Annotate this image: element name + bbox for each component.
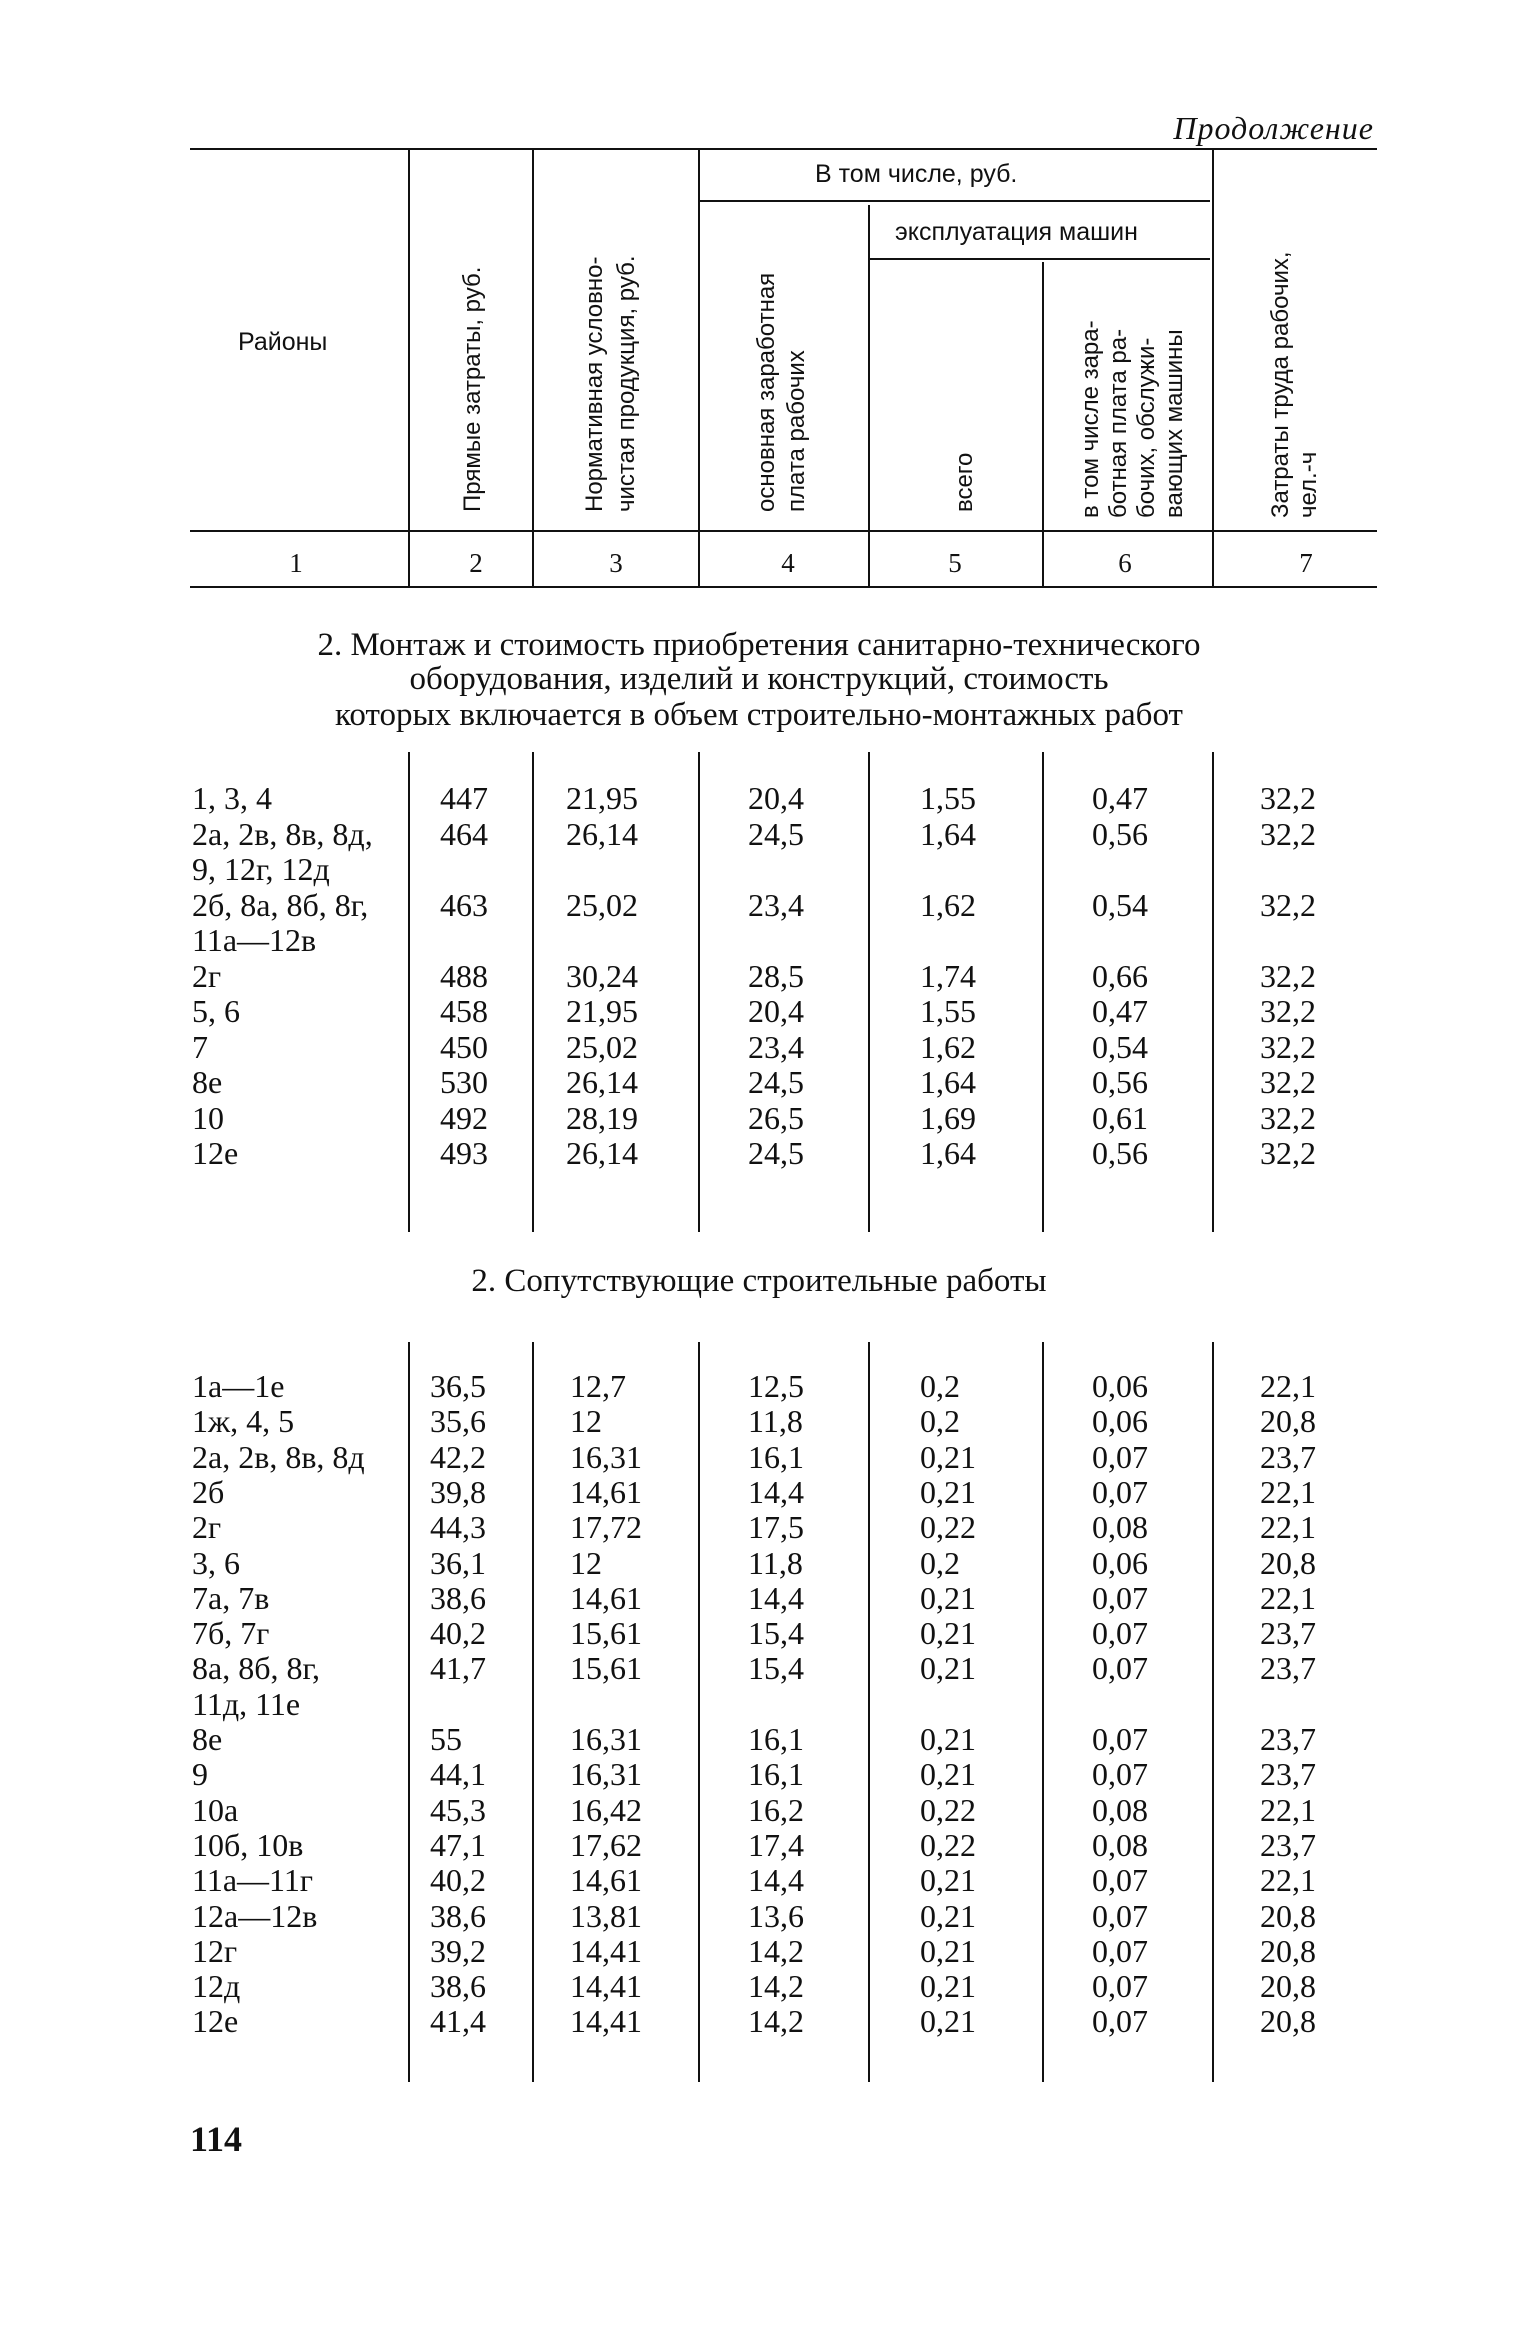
row-region: 7 [192,1028,208,1065]
cell-col4: 20,4 [748,780,804,816]
cell-col7: 22,1 [1260,1509,1316,1546]
cell-col6: 0,56 [1092,815,1148,852]
cell-col3: 25,02 [566,1028,638,1065]
cell-col2: 36,5 [430,1368,486,1404]
cell-col5: 0,21 [920,1615,976,1652]
col-incl-wage-header-2: ботная плата ра- [1105,328,1132,518]
cell-col7: 22,1 [1260,1579,1316,1616]
cell-col3: 12 [570,1544,602,1581]
s2-vline-1 [408,1342,410,2082]
cell-col7: 22,1 [1260,1791,1316,1828]
cell-col2: 55 [430,1721,462,1757]
cell-col2: 458 [440,993,488,1029]
row-region: 2а, 2в, 8в, 8д [192,1438,365,1475]
cell-col3: 14,41 [570,1968,642,2005]
cell-col3: 21,95 [566,993,638,1029]
cell-col7: 32,2 [1260,1135,1316,1171]
row-region: 11а—11г [192,1862,313,1899]
col-number-3: 3 [609,548,623,578]
cell-col4: 28,5 [748,957,804,994]
cell-col5: 0,21 [920,2003,976,2040]
col-regions-header: Районы [238,328,328,356]
cell-col7: 20,8 [1260,1403,1316,1440]
cell-col3: 16,42 [570,1791,642,1828]
cell-col6: 0,08 [1092,1826,1148,1863]
cell-col6: 0,07 [1092,1650,1148,1687]
cell-col5: 0,21 [920,1968,976,2005]
cell-col5: 1,62 [920,1028,976,1065]
cell-col2: 492 [440,1099,488,1136]
s1-vline-1 [408,752,410,1232]
cell-col3: 26,14 [566,815,638,852]
cell-col7: 20,8 [1260,2003,1316,2040]
cell-col5: 1,64 [920,815,976,852]
cell-col4: 23,4 [748,886,804,923]
cell-col5: 0,22 [920,1826,976,1863]
cell-col6: 0,08 [1092,1791,1148,1828]
row-region: 2б [192,1473,225,1510]
cell-col4: 24,5 [748,1135,804,1171]
cell-col2: 41,4 [430,2003,486,2040]
cell-col7: 32,2 [1260,1028,1316,1065]
row-region: 1ж, 4, 5 [192,1403,295,1440]
row-region: 12а—12в [192,1897,318,1934]
cell-col5: 0,22 [920,1791,976,1828]
s1-vline-4 [868,752,870,1232]
header-vline-3 [698,150,700,586]
cell-col5: 1,69 [920,1099,976,1136]
cell-col4: 14,4 [748,1862,804,1899]
col-base-wage-header-1: основная заработная [753,272,780,512]
row-region: 10 [192,1099,224,1136]
cell-col5: 0,2 [920,1368,960,1404]
cell-col6: 0,07 [1092,1897,1148,1934]
header-top-rule [190,148,1377,150]
cell-col3: 30,24 [566,957,638,994]
including-header: В том числе, руб. [815,160,1018,188]
header-bottom-rule [190,530,1377,532]
col-number-6: 6 [1118,548,1132,578]
s2-vline-2 [532,1342,534,2082]
cell-col6: 0,07 [1092,2003,1148,2040]
cell-col5: 0,21 [920,1473,976,1510]
row-region: 2б, 8а, 8б, 8г, [192,886,369,923]
s1-vline-5 [1042,752,1044,1232]
cell-col2: 41,7 [430,1650,486,1687]
cell-col7: 23,7 [1260,1756,1316,1793]
section1-title-line1: 2. Монтаж и стоимость приобретения санитарно-технического [317,627,1201,663]
cell-col6: 0,07 [1092,1721,1148,1757]
col-number-1: 1 [289,548,303,578]
row-region: 7б, 7г [192,1615,270,1652]
cell-col6: 0,07 [1092,1862,1148,1899]
cell-col6: 0,07 [1092,1968,1148,2005]
row-region: 8е [192,1721,223,1757]
header-vline-5 [1042,262,1044,586]
row-region: 8е [192,1064,223,1100]
cell-col3: 14,61 [570,1862,642,1899]
cell-col7: 23,7 [1260,1721,1316,1757]
cell-col7: 32,2 [1260,780,1316,816]
cell-col2: 47,1 [430,1826,486,1863]
cell-col3: 25,02 [566,886,638,923]
cell-col5: 1,62 [920,886,976,923]
cell-col6: 0,56 [1092,1064,1148,1100]
cell-col7: 20,8 [1260,1544,1316,1581]
cell-col5: 0,21 [920,1756,976,1793]
cell-col5: 0,2 [920,1544,960,1581]
s2-vline-3 [698,1342,700,2082]
cell-col5: 0,21 [920,1897,976,1934]
s1-vline-2 [532,752,534,1232]
cell-col6: 0,07 [1092,1932,1148,1969]
row-region: 12е [192,1135,239,1171]
cell-col7: 22,1 [1260,1862,1316,1899]
cell-col3: 17,72 [570,1509,642,1546]
cell-col2: 35,6 [430,1403,486,1440]
cell-col6: 0,06 [1092,1544,1148,1581]
cell-col7: 20,8 [1260,1932,1316,1969]
cell-col2: 38,6 [430,1579,486,1616]
cell-col2: 45,3 [430,1791,486,1828]
cell-col6: 0,07 [1092,1438,1148,1475]
row-region: 12д [192,1968,241,2005]
col-number-2: 2 [469,548,483,578]
cell-col7: 20,8 [1260,1968,1316,2005]
cell-col7: 32,2 [1260,1099,1316,1136]
row-region: 10а [192,1791,239,1828]
row-region: 10б, 10в [192,1826,304,1863]
row-region: 5, 6 [192,993,240,1029]
cell-col4: 24,5 [748,815,804,852]
section1-title-line2: оборудования, изделий и конструкций, стоимость [409,661,1109,697]
cell-col3: 28,19 [566,1099,638,1136]
col-labor-header-1: Затраты труда рабочих, [1267,251,1294,518]
cell-col6: 0,07 [1092,1473,1148,1510]
row-region: 11д, 11е [192,1685,301,1722]
cell-col2: 493 [440,1135,488,1171]
row-region: 7а, 7в [192,1579,270,1616]
cell-col4: 15,4 [748,1615,804,1652]
cell-col2: 38,6 [430,1968,486,2005]
cell-col4: 20,4 [748,993,804,1029]
header-vline-6 [1212,150,1214,586]
cell-col2: 36,1 [430,1544,486,1581]
cell-col5: 0,21 [920,1650,976,1687]
cell-col4: 16,1 [748,1721,804,1757]
header-vline-2 [532,150,534,586]
section2-title: 2. Сопутствующие строительные работы [471,1263,1047,1299]
cell-col6: 0,47 [1092,780,1148,816]
cell-col7: 23,7 [1260,1615,1316,1652]
cell-col3: 26,14 [566,1064,638,1100]
s2-vline-4 [868,1342,870,2082]
cell-col2: 464 [440,815,488,852]
cell-col4: 14,4 [748,1473,804,1510]
cell-col4: 23,4 [748,1028,804,1065]
cell-col5: 0,21 [920,1438,976,1475]
cell-col6: 0,06 [1092,1368,1148,1404]
cell-col7: 32,2 [1260,957,1316,994]
cell-col4: 16,1 [748,1756,804,1793]
cell-col2: 39,8 [430,1473,486,1510]
cell-col6: 0,61 [1092,1099,1148,1136]
cell-col2: 488 [440,957,488,994]
cell-col7: 22,1 [1260,1368,1316,1404]
cell-col2: 447 [440,780,488,816]
cell-col4: 17,4 [748,1826,804,1863]
cell-col3: 14,41 [570,2003,642,2040]
cell-col2: 44,1 [430,1756,486,1793]
col-incl-wage-header-3: бочих, обслужи- [1133,337,1160,518]
cell-col6: 0,66 [1092,957,1148,994]
cell-col7: 32,2 [1260,815,1316,852]
s1-vline-3 [698,752,700,1232]
cell-col6: 0,07 [1092,1615,1148,1652]
row-region: 2г [192,1509,222,1546]
cell-col7: 23,7 [1260,1438,1316,1475]
cell-col6: 0,47 [1092,993,1148,1029]
cell-col4: 11,8 [748,1544,803,1581]
s1-vline-6 [1212,752,1214,1232]
including-rule [700,200,1210,202]
cell-col6: 0,56 [1092,1135,1148,1171]
cell-col3: 12,7 [570,1368,626,1404]
cell-col5: 0,21 [920,1721,976,1757]
cell-col6: 0,54 [1092,886,1148,923]
cell-col2: 38,6 [430,1897,486,1934]
cell-col2: 530 [440,1064,488,1100]
cell-col4: 17,5 [748,1509,804,1546]
cell-col4: 26,5 [748,1099,804,1136]
header-vline-1 [408,150,410,586]
cell-col5: 0,21 [920,1862,976,1899]
cell-col5: 1,55 [920,780,976,816]
cell-col4: 14,2 [748,1932,804,1969]
cell-col4: 13,6 [748,1897,804,1934]
col-direct-costs-header: Прямые затраты, руб. [459,266,486,512]
cell-col2: 450 [440,1028,488,1065]
cell-col4: 14,2 [748,1968,804,2005]
row-region: 1, 3, 4 [192,780,272,816]
cell-col7: 23,7 [1260,1826,1316,1863]
section1-title-line3: которых включается в объем строительно-монтажных работ [335,697,1183,733]
cell-col5: 1,55 [920,993,976,1029]
machines-header: эксплуатация машин [895,218,1138,246]
cell-col7: 32,2 [1260,993,1316,1029]
cell-col3: 14,61 [570,1579,642,1616]
cell-col2: 39,2 [430,1932,486,1969]
s2-vline-5 [1042,1342,1044,2082]
cell-col6: 0,07 [1092,1756,1148,1793]
cell-col5: 0,21 [920,1579,976,1616]
row-region: 3, 6 [192,1544,240,1581]
col-labor-header-2: чел.-ч [1295,451,1322,518]
cell-col4: 12,5 [748,1368,804,1404]
cell-col7: 32,2 [1260,1064,1316,1100]
cell-col2: 463 [440,886,488,923]
cell-col7: 22,1 [1260,1473,1316,1510]
row-region: 12г [192,1932,238,1969]
cell-col6: 0,08 [1092,1509,1148,1546]
row-region: 2а, 2в, 8в, 8д, [192,815,373,852]
col-number-5: 5 [948,548,962,578]
cell-col3: 16,31 [570,1756,642,1793]
cell-col3: 16,31 [570,1438,642,1475]
col-incl-wage-header-4: вающих машины [1161,329,1188,518]
cell-col4: 16,1 [748,1438,804,1475]
cell-col3: 14,41 [570,1932,642,1969]
cell-col4: 11,8 [748,1403,803,1440]
cell-col3: 13,81 [570,1897,642,1934]
col-total-header: всего [951,452,978,512]
row-region: 8а, 8б, 8г, [192,1650,320,1687]
cell-col3: 17,62 [570,1826,642,1863]
cell-col5: 1,64 [920,1064,976,1100]
colnum-bottom-rule [190,586,1377,588]
header-vline-4 [868,205,870,586]
s2-vline-6 [1212,1342,1214,2082]
cell-col3: 15,61 [570,1650,642,1687]
cell-col5: 0,22 [920,1509,976,1546]
cell-col3: 15,61 [570,1615,642,1652]
row-region: 9, 12г, 12д [192,851,330,887]
cell-col5: 1,64 [920,1135,976,1171]
col-number-7: 7 [1299,548,1313,578]
cell-col2: 44,3 [430,1509,486,1546]
cell-col4: 15,4 [748,1650,804,1687]
cell-col2: 40,2 [430,1615,486,1652]
cell-col4: 24,5 [748,1064,804,1100]
cell-col4: 14,2 [748,2003,804,2040]
cell-col3: 12 [570,1403,602,1440]
cell-col3: 26,14 [566,1135,638,1171]
cell-col6: 0,54 [1092,1028,1148,1065]
row-region: 12е [192,2003,239,2040]
cell-col7: 23,7 [1260,1650,1316,1687]
col-base-wage-header-2: плата рабочих [783,350,810,512]
col-number-4: 4 [781,548,795,578]
cell-col5: 1,74 [920,957,976,994]
row-region: 11а—12в [192,922,317,958]
cell-col3: 14,61 [570,1473,642,1510]
col-normative-header-1: Нормативная условно- [581,256,608,512]
cell-col2: 40,2 [430,1862,486,1899]
cell-col3: 21,95 [566,780,638,816]
continuation-label: Продолжение [1173,110,1374,146]
row-region: 1а—1е [192,1368,285,1404]
col-incl-wage-header-1: в том числе зара- [1077,320,1104,518]
cell-col4: 14,4 [748,1579,804,1616]
machines-rule [870,258,1210,260]
col-normative-header-2: чистая продукция, руб. [613,255,640,512]
cell-col2: 42,2 [430,1438,486,1475]
row-region: 2г [192,957,222,994]
cell-col5: 0,21 [920,1932,976,1969]
page-number: 114 [190,2119,243,2159]
cell-col7: 32,2 [1260,886,1316,923]
row-region: 9 [192,1756,208,1793]
cell-col4: 16,2 [748,1791,804,1828]
cell-col5: 0,2 [920,1403,960,1440]
cell-col3: 16,31 [570,1721,642,1757]
cell-col7: 20,8 [1260,1897,1316,1934]
cell-col6: 0,07 [1092,1579,1148,1616]
cell-col6: 0,06 [1092,1403,1148,1440]
